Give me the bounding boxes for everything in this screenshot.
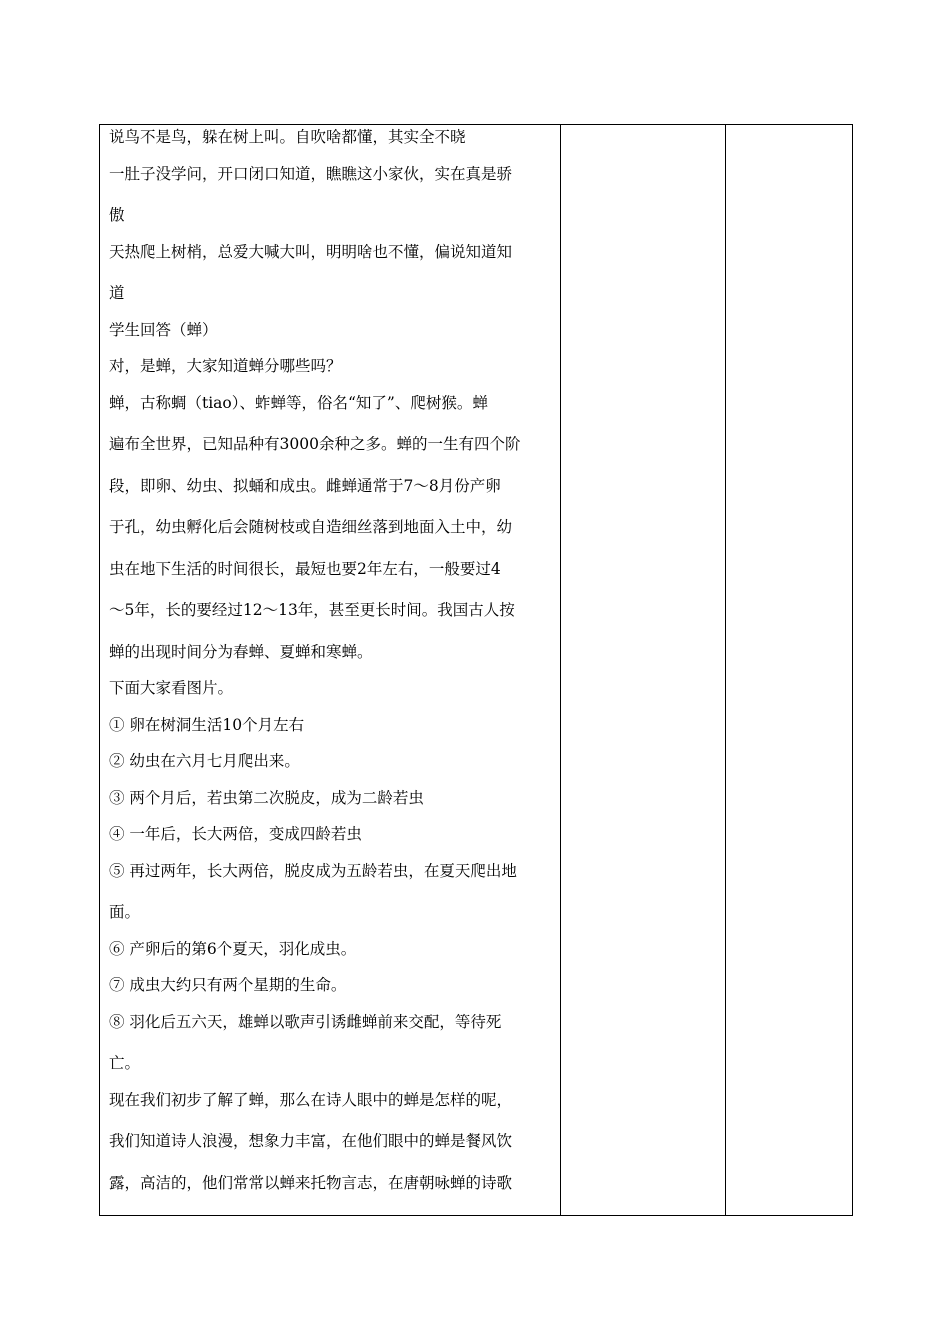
text-line: 段，即卵、幼虫、拟蛹和成虫。雌蝉通常于7～8月份产卵 [109, 476, 501, 495]
lesson-plan-table [99, 124, 853, 1216]
text-line: 对，是蝉，大家知道蝉分哪些吗？ [109, 357, 342, 375]
text-line: ① 卵在树洞生活10个月左右 [109, 715, 305, 734]
text-line: 道 [109, 284, 125, 302]
student-activity-cell [561, 125, 726, 1216]
text-line: 我们知道诗人浪漫，想象力丰富，在他们眼中的蝉是餐风饮 [109, 1132, 513, 1150]
table-row [100, 125, 853, 1216]
text-line: 学生回答（蝉） [109, 320, 218, 339]
text-line: 天热爬上树梢，总爱大喊大叫，明明啥也不懂，偏说知道知 [109, 242, 513, 261]
text-line: 面。 [109, 903, 141, 921]
text-line: 现在我们初步了解了蝉，那么在诗人眼中的蝉是怎样的呢， [109, 1090, 513, 1109]
text-line: ～5年，长的要经过12～13年，甚至更长时间。我国古人按 [109, 601, 515, 619]
text-line: 下面大家看图片。 [109, 679, 234, 697]
text-line: 一肚子没学问，开口闭口知道，瞧瞧这小家伙，实在真是骄 [109, 164, 513, 183]
text-line: 亡。 [109, 1054, 141, 1072]
design-intent-cell [726, 125, 853, 1216]
teaching-content-cell [100, 125, 561, 1216]
text-line: 傲 [109, 206, 125, 224]
text-line: 蝉，古称蜩（tiao）、蚱蝉等，俗名“知了”、爬树猴。蝉 [109, 393, 488, 412]
text-line: ④ 一年后，长大两倍，变成四龄若虫 [109, 825, 362, 843]
text-line: 虫在地下生活的时间很长，最短也要2年左右，一般要过4 [109, 559, 501, 578]
text-line: ③ 两个月后，若虫第二次脱皮，成为二龄若虫 [109, 788, 424, 807]
text-line: 说鸟不是鸟，躲在树上叫。自吹啥都懂，其实全不晓 [109, 128, 466, 146]
text-line: 蝉的出现时间分为春蝉、夏蝉和寒蝉。 [109, 642, 373, 661]
text-line: ⑦ 成虫大约只有两个星期的生命。 [109, 976, 347, 994]
text-line: ② 幼虫在六月七月爬出来。 [109, 752, 300, 770]
teaching-content-text [100, 125, 560, 1215]
text-line: 露，高洁的，他们常常以蝉来托物言志，在唐朝咏蝉的诗歌 [109, 1173, 513, 1192]
text-line: 遍布全世界，已知品种有3000余种之多。蝉的一生有四个阶 [109, 435, 521, 453]
text-line: ⑧ 羽化后五六天，雄蝉以歌声引诱雌蝉前来交配，等待死 [109, 1012, 502, 1031]
text-line: ⑤ 再过两年，长大两倍，脱皮成为五龄若虫，在夏天爬出地 [109, 861, 517, 880]
text-line: 于孔，幼虫孵化后会随树枝或自造细丝落到地面入土中，幼 [109, 518, 513, 536]
text-line: ⑥ 产卵后的第6个夏天，羽化成虫。 [109, 939, 357, 958]
